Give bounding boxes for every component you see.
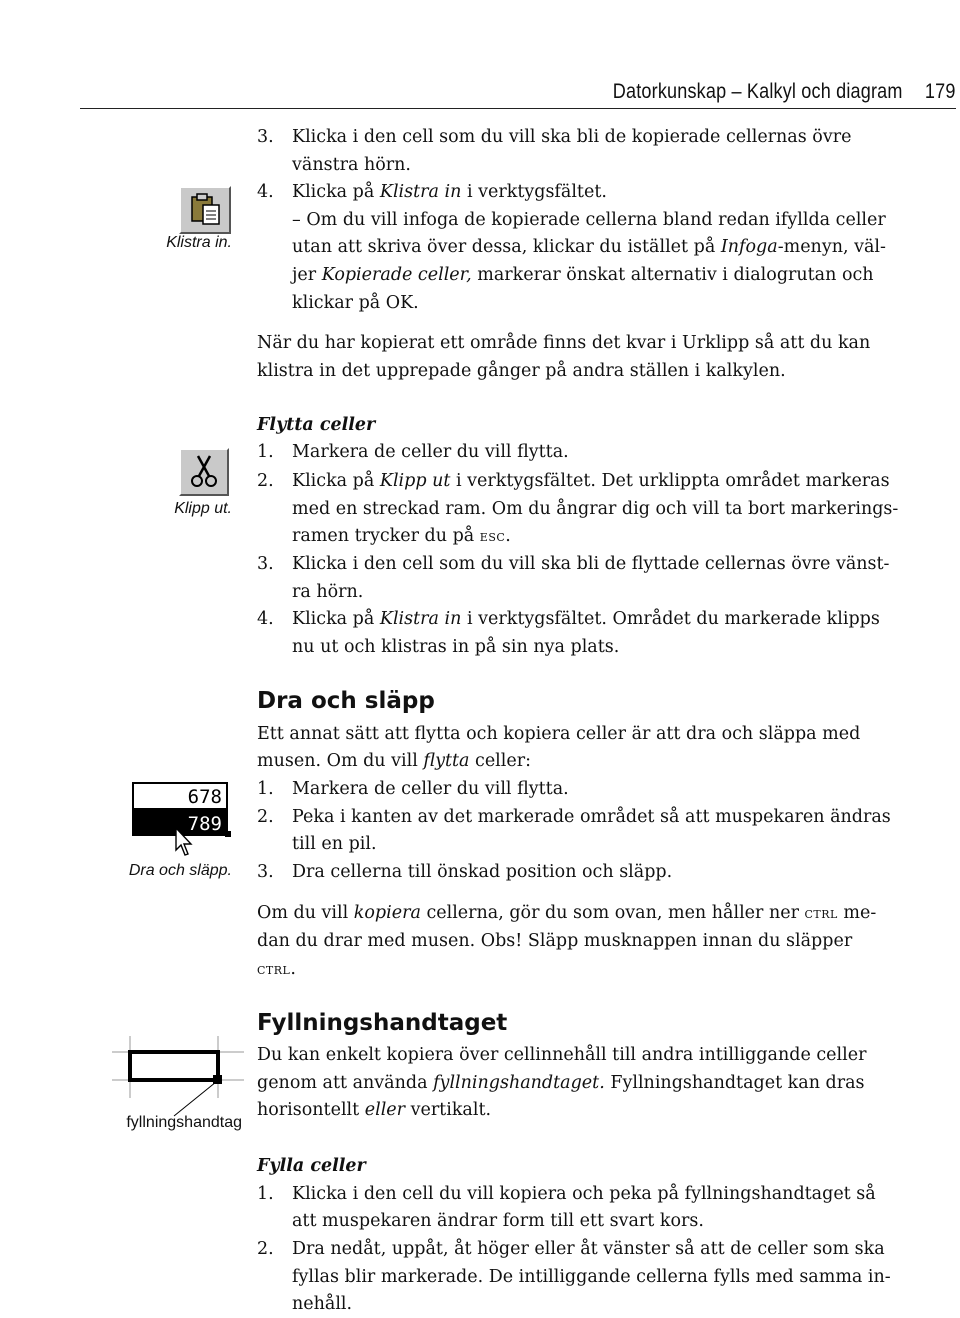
text-line: Markera de celler du vill flytta. [292, 779, 569, 799]
arrow-cursor-icon [174, 826, 196, 858]
text-line: horisontellt eller vertikalt. [257, 1100, 492, 1120]
text-line: genom att använda fyllningshandtaget. Fyllningshandtaget kan dras [257, 1073, 865, 1093]
list-number: 1. [257, 779, 274, 799]
text-line: ra hörn. [292, 582, 364, 602]
list-number: 3. [257, 862, 274, 882]
text-line: nu ut och klistras in på sin nya plats. [292, 637, 620, 657]
text-line: vänstra hörn. [292, 155, 411, 175]
text-line: Ett annat sätt att flytta och kopiera celler är att dra och släppa med [257, 724, 861, 744]
paste-caption: Klistra in. [166, 234, 232, 251]
heading-drag-drop: Dra och släpp [257, 688, 435, 714]
subheading-fill-cells: Fylla celler [257, 1156, 366, 1176]
text-line: – Om du vill infoga de kopierade cellerna bland redan ifyllda celler [292, 210, 886, 230]
text-line: till en pil. [292, 834, 377, 854]
header-text [605, 80, 956, 104]
list-number: 2. [257, 807, 274, 827]
dragdrop-caption: Dra och släpp. [128, 862, 232, 879]
text-line: Klicka på Klistra in i verktygsfältet. [292, 182, 607, 202]
text-line: Klicka på Klipp ut i verktygsfältet. Det urklippta området markeras [292, 471, 890, 491]
text-line: utan att skriva över dessa, klickar du istället på Infoga-menyn, väl- [292, 237, 886, 257]
text-line: Dra cellerna till önskad position och släpp. [292, 862, 673, 882]
text-line: ctrl. [257, 959, 296, 979]
text-line: Om du vill kopiera cellerna, gör du som ovan, men håller ner ctrl me- [257, 903, 877, 923]
text-line: klickar på OK. [292, 293, 419, 313]
text-line: Markera de celler du vill flytta. [292, 442, 569, 462]
fill-handle-caption: fyllningshandtag [126, 1114, 242, 1131]
text-line: Klicka i den cell som du vill ska bli de flyttade cellernas övre vänst- [292, 554, 890, 574]
cut-caption: Klipp ut. [174, 500, 232, 517]
fill-handle [225, 831, 231, 837]
list-number: 4. [257, 609, 274, 629]
text-line: musen. Om du vill flytta celler: [257, 751, 531, 771]
text-line: klistra in det upprepade gånger på andra ställen i kalkylen. [257, 361, 786, 381]
text-line: att muspekaren ändrar form till ett svart kors. [292, 1211, 704, 1231]
scissors-icon [179, 448, 229, 496]
text-line: jer Kopierade celler, markerar önskat alternativ i dialogrutan och [292, 265, 874, 285]
list-number: 2. [257, 1239, 274, 1259]
text-line: ramen trycker du på esc. [292, 526, 511, 546]
text-line: fyllas blir markerade. De intilliggande cellerna fylls med samma in- [292, 1267, 891, 1287]
drag-drop-illustration [130, 780, 234, 864]
text-line: Klicka i den cell du vill kopiera och peka på fyllningshandtaget så [292, 1184, 876, 1204]
cell-top [132, 782, 228, 810]
list-number: 4. [257, 182, 274, 202]
list-number: 3. [257, 127, 274, 147]
text-line: När du har kopierat ett område finns det kvar i Urklipp så att du kan [257, 333, 871, 353]
text-line: dan du drar med musen. Obs! Släpp musknappen innan du släpper [257, 931, 853, 951]
subheading-move-cells: Flytta celler [257, 415, 376, 435]
text-line: Klicka i den cell som du vill ska bli de kopierade cellernas övre [292, 127, 852, 147]
header-title: Datorkunskap – Kalkyl och diagram [613, 80, 903, 103]
list-number: 1. [257, 442, 274, 462]
cell-top-value: 678 [187, 786, 222, 808]
text-line: Du kan enkelt kopiera över cellinnehåll till andra intilliggande celler [257, 1045, 867, 1065]
list-number: 3. [257, 554, 274, 574]
text-line: nehåll. [292, 1294, 353, 1314]
paste-icon [179, 186, 231, 234]
text-line: Dra nedåt, uppåt, åt höger eller åt vänster så att de celler som ska [292, 1239, 885, 1259]
fill-handle-illustration [112, 1028, 244, 1118]
text-line: med en streckad ram. Om du ångrar dig och vill ta bort markerings- [292, 499, 899, 519]
list-number: 1. [257, 1184, 274, 1204]
text-line: Klicka på Klistra in i verktygsfältet. Området du markerade klipps [292, 609, 880, 629]
list-number: 2. [257, 471, 274, 491]
page-number: 179 [925, 80, 956, 103]
running-header [80, 76, 956, 109]
text-line: Peka i kanten av det markerade området så att muspekaren ändras [292, 807, 891, 827]
cell-bottom-value: 789 [187, 813, 222, 835]
heading-fill-handle: Fyllningshandtaget [257, 1010, 508, 1036]
